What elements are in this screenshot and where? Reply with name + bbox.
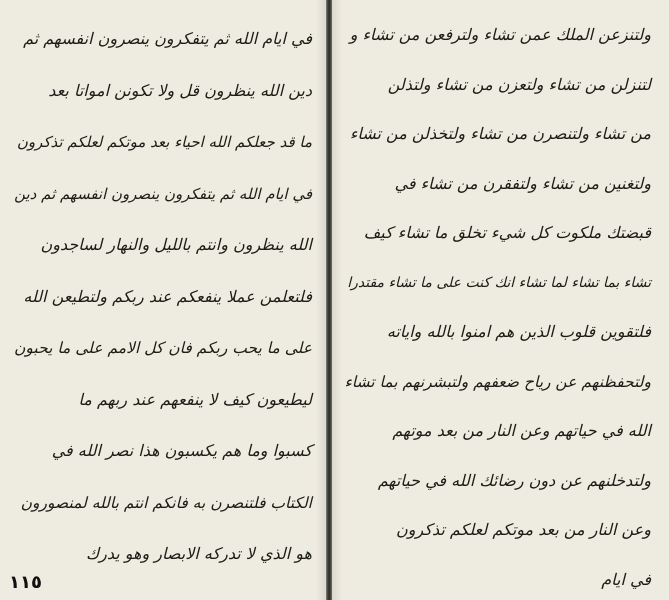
manuscript-line: في ايام الله ثم يتفكرون ينصرون انفسهم ثم: [23, 29, 312, 48]
right-page: [332, 0, 669, 600]
left-page-text: [0, 0, 326, 600]
manuscript-line: كسبوا وما هم يكسبون هذا نصر الله في: [51, 441, 312, 460]
left-page-shadow: [316, 0, 326, 600]
manuscript-line: تشاء بما تشاء لما تشاء انك كنت على ما تشاء مقتدرا: [347, 274, 651, 291]
manuscript-line: لتنزلن من تشاء ولتعزن من تشاء ولتذلن: [387, 74, 651, 94]
manuscript-line: على ما يحب ربكم فان كل الامم على ما يحبون: [14, 339, 312, 357]
manuscript-line: وعن النار من بعد موتكم لعلكم تذكرون: [396, 520, 651, 539]
manuscript-line: فلتقوين قلوب الذين هم امنوا بالله واياته: [386, 322, 651, 341]
manuscript-line: في ايام الله ثم يتفكرون ينصرون انفسهم ثم دين: [14, 184, 312, 203]
manuscript-line: ولتغنين من تشاء ولتفقرن من تشاء في: [394, 173, 651, 193]
manuscript-line: دين الله ينظرون قل ولا تكونن امواتا بعد: [48, 80, 312, 100]
manuscript-line: ولتحفظنهم عن رياح ضعفهم ولتبشرنهم بما تشاء: [344, 372, 651, 391]
manuscript-line: الله في حياتهم وعن النار من بعد موتهم: [392, 421, 651, 440]
left-page: [0, 0, 326, 600]
manuscript-line: ليطيعون كيف لا ينفعهم عند ربهم ما: [78, 389, 312, 409]
manuscript-line: هو الذي لا تدركه الابصار وهو يدرك: [85, 544, 312, 563]
manuscript-line: ولتدخلنهم عن دون رضائك الله في حياتهم: [377, 470, 651, 490]
manuscript-line: في ايام: [601, 569, 651, 589]
page-number: ١١٥: [9, 572, 42, 593]
manuscript-line: ما قد جعلكم الله احياء بعد موتكم لعلكم تذكرون: [16, 133, 312, 151]
manuscript-line: ولتنزعن الملك عمن تشاء ولترفعن من تشاء و: [349, 25, 651, 44]
manuscript-line: الكتاب فلتنصرن به فانكم انتم بالله لمنصورون: [20, 493, 312, 512]
right-page-text: [332, 0, 669, 600]
manuscript-line: قبضتك ملكوت كل شيء تخلق ما تشاء كيف: [363, 223, 651, 242]
manuscript-line: الله ينظرون وانتم بالليل والنهار لساجدون: [40, 235, 312, 254]
manuscript-line: من تشاء ولتنصرن من تشاء ولتخذلن من تشاء: [349, 124, 651, 143]
manuscript-line: فلتعلمن عملا ينفعكم عند ربكم ولتطيعن الله: [23, 286, 312, 306]
right-page-shadow: [332, 0, 342, 600]
